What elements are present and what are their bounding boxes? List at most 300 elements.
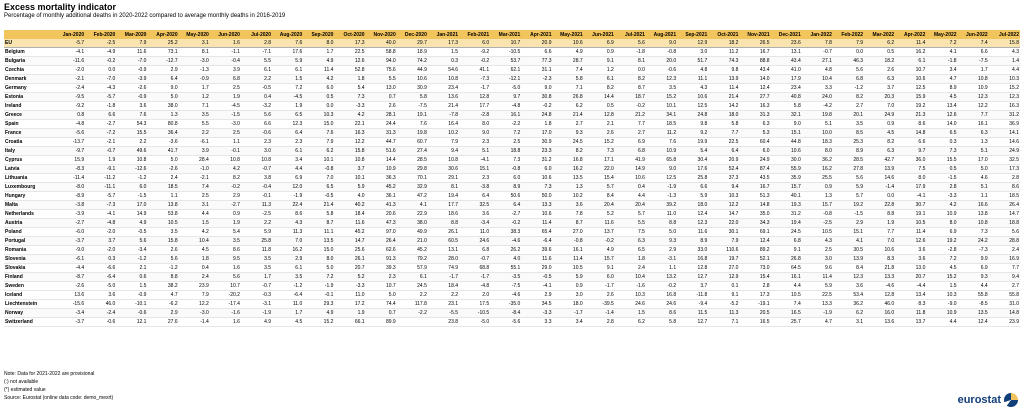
value-cell: 18.0 — [553, 300, 584, 309]
value-cell: 24.5 — [771, 228, 802, 237]
value-cell: 15.8 — [334, 147, 365, 156]
value-cell: 2.8 — [926, 183, 957, 192]
table-row — [4, 201, 1020, 210]
value-cell: 38.3 — [490, 228, 521, 237]
value-cell: 12.2 — [179, 300, 210, 309]
value-cell: -9.2 — [54, 102, 85, 111]
value-cell: 19.7 — [708, 255, 739, 264]
value-cell: 7.5 — [895, 165, 926, 174]
value-cell: -7.1 — [241, 48, 272, 57]
header-cell: Jan-2021 — [428, 30, 459, 39]
note-estimated: (*) estimated value — [4, 387, 46, 393]
value-cell: 9.0 — [147, 84, 178, 93]
value-cell: 3.6 — [116, 102, 147, 111]
header-cell-country — [4, 30, 54, 39]
value-cell: 12.3 — [677, 219, 708, 228]
value-cell: -2.4 — [54, 84, 85, 93]
value-cell: 7.2 — [272, 84, 303, 93]
value-cell: 5.3 — [739, 129, 770, 138]
country-cell: Estonia — [4, 93, 54, 102]
value-cell: 9.0 — [521, 84, 552, 93]
value-cell: 11.1 — [677, 75, 708, 84]
value-cell: 1.6 — [210, 39, 241, 48]
value-cell: 8.2 — [864, 138, 895, 147]
value-cell: 3.7 — [85, 237, 116, 246]
value-cell: 4.9 — [553, 48, 584, 57]
value-cell: -5.6 — [54, 129, 85, 138]
value-cell: -1.5 — [926, 174, 957, 183]
value-cell: 20.6 — [366, 210, 397, 219]
value-cell: 18.0 — [677, 201, 708, 210]
value-cell: 12.4 — [739, 237, 770, 246]
header-cell: Jul-2022 — [989, 30, 1020, 39]
value-cell: -12.7 — [147, 57, 178, 66]
value-cell: 9.7 — [490, 93, 521, 102]
value-cell: -9.4 — [677, 300, 708, 309]
value-cell: -1.4 — [179, 318, 210, 327]
value-cell: 18.6 — [428, 210, 459, 219]
value-cell: 6.8 — [833, 75, 864, 84]
value-cell: 13.9 — [864, 165, 895, 174]
value-cell: 8.6 — [210, 246, 241, 255]
value-cell: 2.9 — [147, 309, 178, 318]
value-cell: -3.3 — [334, 102, 365, 111]
value-cell: 6.9 — [584, 39, 615, 48]
value-cell: 16.4 — [428, 120, 459, 129]
value-cell: 2.2 — [241, 219, 272, 228]
table-row — [4, 219, 1020, 228]
value-cell: 13.6 — [54, 291, 85, 300]
value-cell: -0.6 — [646, 66, 677, 75]
value-cell: 10.4 — [615, 273, 646, 282]
value-cell: 19.4 — [428, 192, 459, 201]
value-cell: 5.5 — [241, 57, 272, 66]
value-cell: -1.5 — [210, 111, 241, 120]
value-cell: 4.0 — [334, 192, 365, 201]
value-cell: -4.4 — [895, 282, 926, 291]
value-cell: 5.8 — [708, 120, 739, 129]
value-cell: -0.7 — [241, 165, 272, 174]
country-cell: Romania — [4, 246, 54, 255]
note-source: Source: Eurostat (online data code: demo_mexrt) — [4, 395, 114, 401]
value-cell: 11.4 — [521, 219, 552, 228]
value-cell: -2.6 — [54, 282, 85, 291]
value-cell: 14.7 — [989, 210, 1020, 219]
value-cell: -10.5 — [459, 309, 490, 318]
value-cell: 8.5 — [833, 129, 864, 138]
value-cell: 1.5 — [272, 75, 303, 84]
value-cell: -7.8 — [428, 111, 459, 120]
value-cell: 58.8 — [366, 48, 397, 57]
value-cell: 21.4 — [708, 93, 739, 102]
value-cell: -5.7 — [85, 192, 116, 201]
value-cell: 1.3 — [147, 111, 178, 120]
value-cell: 2.2 — [179, 129, 210, 138]
value-cell: 7.8 — [802, 39, 833, 48]
value-cell: -6.2 — [147, 300, 178, 309]
value-cell: -7.5 — [397, 102, 428, 111]
value-cell: 12.5 — [646, 174, 677, 183]
value-cell: 2.8 — [989, 174, 1020, 183]
value-cell: 31.2 — [521, 156, 552, 165]
value-cell: -13.7 — [54, 138, 85, 147]
value-cell: 2.1 — [584, 120, 615, 129]
value-cell: -3.8 — [54, 201, 85, 210]
header-cell: Aug-2020 — [272, 30, 303, 39]
value-cell: 5.6 — [241, 111, 272, 120]
value-cell: 12.2 — [708, 201, 739, 210]
table-row — [4, 318, 1020, 327]
value-cell: 5.6 — [989, 228, 1020, 237]
value-cell: 15.8 — [989, 39, 1020, 48]
value-cell: 21.4 — [303, 201, 334, 210]
country-cell: Belgium — [4, 48, 54, 57]
value-cell: -0.2 — [490, 219, 521, 228]
value-cell: 5.1 — [958, 183, 989, 192]
value-cell: 7.7 — [615, 120, 646, 129]
value-cell: -2.7 — [490, 210, 521, 219]
value-cell: -12.6 — [116, 165, 147, 174]
value-cell: 20.3 — [864, 93, 895, 102]
value-cell: 3.6 — [833, 282, 864, 291]
value-cell: 26.2 — [490, 246, 521, 255]
value-cell: 15.5 — [926, 156, 957, 165]
value-cell: 40.0 — [366, 39, 397, 48]
value-cell: -0.6 — [85, 318, 116, 327]
value-cell: 7.4 — [179, 183, 210, 192]
value-cell: 91.3 — [366, 255, 397, 264]
value-cell: 68.8 — [459, 264, 490, 273]
value-cell: -3.4 — [116, 246, 147, 255]
value-cell: 19.2 — [895, 102, 926, 111]
value-cell: -1.2 — [116, 255, 147, 264]
value-cell: 12.8 — [864, 291, 895, 300]
value-cell: 4.4 — [958, 282, 989, 291]
table-row — [4, 282, 1020, 291]
value-cell: 1.8 — [521, 120, 552, 129]
value-cell: -3.8 — [459, 183, 490, 192]
value-cell: -2.0 — [54, 66, 85, 75]
value-cell: 14.0 — [926, 120, 957, 129]
value-cell: -1.2 — [833, 84, 864, 93]
value-cell: -2.0 — [85, 228, 116, 237]
value-cell: 19.8 — [397, 129, 428, 138]
header-cell: Sep-2021 — [677, 30, 708, 39]
value-cell: 62.6 — [366, 246, 397, 255]
value-cell: -8.3 — [54, 165, 85, 174]
value-cell: 3.1 — [179, 39, 210, 48]
value-cell: 22.0 — [584, 165, 615, 174]
value-cell: -0.8 — [646, 48, 677, 57]
value-cell: 13.8 — [147, 201, 178, 210]
value-cell: 31.2 — [989, 111, 1020, 120]
value-cell: 44.9 — [397, 66, 428, 75]
value-cell: 6.6 — [85, 111, 116, 120]
value-cell: 6.1 — [397, 273, 428, 282]
value-cell: 7.4 — [553, 66, 584, 75]
value-cell: 30.9 — [397, 84, 428, 93]
country-cell: Malta — [4, 201, 54, 210]
value-cell: 0.7 — [366, 309, 397, 318]
value-cell: 1.6 — [210, 264, 241, 273]
value-cell: 20.0 — [646, 57, 677, 66]
country-cell: Iceland — [4, 291, 54, 300]
value-cell: 8.1 — [179, 48, 210, 57]
table-row — [4, 228, 1020, 237]
value-cell: -19.1 — [739, 300, 770, 309]
value-cell: 0.7 — [366, 93, 397, 102]
value-cell: 7.2 — [303, 273, 334, 282]
value-cell: 1.9 — [85, 156, 116, 165]
value-cell: 10.8 — [241, 156, 272, 165]
value-cell: -35.0 — [490, 300, 521, 309]
value-cell: -1.5 — [116, 192, 147, 201]
value-cell: 8.2 — [615, 75, 646, 84]
value-cell: 7.9 — [708, 237, 739, 246]
value-cell: 13.8 — [958, 210, 989, 219]
value-cell: 3.5 — [147, 228, 178, 237]
value-cell: -1.2 — [272, 282, 303, 291]
header-cell: Jun-2020 — [210, 30, 241, 39]
value-cell: 45.2 — [397, 246, 428, 255]
value-cell: 2.3 — [241, 138, 272, 147]
country-cell: Cyprus — [4, 156, 54, 165]
value-cell: 13.3 — [802, 300, 833, 309]
value-cell: 8.4 — [833, 264, 864, 273]
value-cell: 14.9 — [615, 165, 646, 174]
header-cell: Jun-2022 — [958, 30, 989, 39]
value-cell: 12.8 — [459, 93, 490, 102]
table-row — [4, 120, 1020, 129]
value-cell: 43.4 — [739, 66, 770, 75]
value-cell: -4.1 — [459, 156, 490, 165]
value-cell: 14.1 — [989, 129, 1020, 138]
value-cell: 50.0 — [521, 192, 552, 201]
value-cell: 5.7 — [615, 210, 646, 219]
value-cell: 8.6 — [989, 183, 1020, 192]
value-cell: -1.1 — [210, 48, 241, 57]
value-cell: 7.2 — [490, 129, 521, 138]
value-cell: -1.5 — [833, 210, 864, 219]
value-cell: 7.3 — [584, 147, 615, 156]
value-cell: -0.8 — [490, 165, 521, 174]
value-cell: -4.8 — [459, 282, 490, 291]
value-cell: 4.9 — [584, 246, 615, 255]
value-cell: 6.4 — [459, 192, 490, 201]
value-cell: 12.2 — [334, 138, 365, 147]
value-cell: 12.1 — [116, 318, 147, 327]
table-row — [4, 57, 1020, 66]
value-cell: 42.7 — [864, 156, 895, 165]
value-cell: 6.5 — [926, 129, 957, 138]
value-cell: 6.3 — [958, 129, 989, 138]
value-cell: 0.9 — [864, 120, 895, 129]
value-cell: 62.1 — [490, 66, 521, 75]
value-cell: 2.0 — [459, 291, 490, 300]
value-cell: 15.1 — [833, 228, 864, 237]
value-cell: 3.8 — [241, 174, 272, 183]
value-cell: 3.6 — [459, 210, 490, 219]
value-cell: 4.6 — [958, 174, 989, 183]
value-cell: 80.8 — [147, 120, 178, 129]
value-cell: 21.4 — [428, 102, 459, 111]
value-cell: 11.6 — [116, 48, 147, 57]
value-cell: 11.1 — [303, 228, 334, 237]
value-cell: 1.7 — [303, 48, 334, 57]
value-cell: 55.8 — [989, 291, 1020, 300]
value-cell: 77.3 — [521, 57, 552, 66]
value-cell: 27.0 — [553, 228, 584, 237]
value-cell: 1.1 — [147, 192, 178, 201]
value-cell: 4.4 — [771, 282, 802, 291]
value-cell: 25.8 — [241, 237, 272, 246]
header-cell: Apr-2022 — [895, 30, 926, 39]
value-cell: 19.3 — [771, 201, 802, 210]
value-cell: 28.5 — [833, 156, 864, 165]
value-cell: 9.1 — [584, 57, 615, 66]
value-cell: -4.4 — [54, 264, 85, 273]
value-cell: -5.6 — [490, 318, 521, 327]
value-cell: 1.1 — [210, 138, 241, 147]
value-cell: 14.7 — [708, 210, 739, 219]
value-cell: 1.3 — [802, 192, 833, 201]
value-cell: 22.5 — [334, 48, 365, 57]
value-cell: 7.3 — [926, 147, 957, 156]
value-cell: 13.6 — [864, 318, 895, 327]
value-cell: -2.8 — [459, 111, 490, 120]
value-cell: 15.4 — [739, 273, 770, 282]
value-cell: 53.4 — [833, 291, 864, 300]
country-cell: Ireland — [4, 102, 54, 111]
value-cell: 15.2 — [646, 93, 677, 102]
value-cell: -8.7 — [54, 273, 85, 282]
value-cell: 1.2 — [179, 93, 210, 102]
value-cell: 3.9 — [210, 66, 241, 75]
value-cell: -0.3 — [241, 291, 272, 300]
value-cell: 10.8 — [958, 75, 989, 84]
value-cell: 4.8 — [802, 66, 833, 75]
value-cell: 11.0 — [272, 300, 303, 309]
value-cell: 6.3 — [864, 147, 895, 156]
value-cell: -2.1 — [54, 75, 85, 84]
value-cell: -39.5 — [584, 300, 615, 309]
country-cell: Liechtenstein — [4, 300, 54, 309]
value-cell: 23.1 — [428, 300, 459, 309]
value-cell: 10.8 — [958, 219, 989, 228]
value-cell: 11.4 — [802, 273, 833, 282]
table-row — [4, 246, 1020, 255]
value-cell: 3.4 — [553, 318, 584, 327]
value-cell: 4.0 — [490, 255, 521, 264]
value-cell: 22.5 — [708, 138, 739, 147]
value-cell: 23.4 — [771, 84, 802, 93]
value-cell: 3.3 — [521, 318, 552, 327]
value-cell: -1.7 — [553, 309, 584, 318]
value-cell: 10.7 — [895, 66, 926, 75]
value-cell: -1.9 — [646, 183, 677, 192]
value-cell: 28.5 — [397, 156, 428, 165]
value-cell: -4.5 — [210, 102, 241, 111]
value-cell: 8.1 — [615, 57, 646, 66]
table-row — [4, 66, 1020, 75]
value-cell: 7.3 — [334, 93, 365, 102]
value-cell: 23.3 — [521, 147, 552, 156]
value-cell: 1.7 — [241, 273, 272, 282]
value-cell: 9.0 — [646, 39, 677, 48]
value-cell: 6.9 — [926, 228, 957, 237]
value-cell: -8.9 — [54, 192, 85, 201]
value-cell: 7.9 — [179, 291, 210, 300]
value-cell: 2.9 — [272, 255, 303, 264]
table-row — [4, 300, 1020, 309]
value-cell: 14.4 — [366, 156, 397, 165]
value-cell: 7.7 — [958, 111, 989, 120]
value-cell: 17.0 — [958, 156, 989, 165]
value-cell: 0.0 — [615, 66, 646, 75]
note-not-available: (:) not available — [4, 379, 39, 385]
value-cell: 2.7 — [833, 102, 864, 111]
value-cell: 38.2 — [147, 282, 178, 291]
value-cell: -11.8 — [677, 291, 708, 300]
value-cell: 24.6 — [646, 300, 677, 309]
value-cell: 41.3 — [366, 201, 397, 210]
value-cell: 15.2 — [926, 273, 957, 282]
table-row — [4, 210, 1020, 219]
value-cell: -2.1 — [85, 138, 116, 147]
value-cell: 7.9 — [303, 138, 334, 147]
header-cell: Oct-2020 — [334, 30, 365, 39]
value-cell: 32.9 — [397, 183, 428, 192]
value-cell: 28.8 — [989, 237, 1020, 246]
value-cell: 65.8 — [646, 156, 677, 165]
value-cell: 4.9 — [116, 219, 147, 228]
value-cell: 3.1 — [179, 201, 210, 210]
value-cell: 6.2 — [303, 147, 334, 156]
value-cell: -1.9 — [303, 282, 334, 291]
value-cell: -0.4 — [210, 57, 241, 66]
value-cell: 10.5 — [553, 264, 584, 273]
value-cell: 17.3 — [739, 291, 770, 300]
value-cell: -0.8 — [802, 210, 833, 219]
value-cell: 17.9 — [771, 75, 802, 84]
header-cell: Feb-2022 — [833, 30, 864, 39]
value-cell: 0.3 — [926, 138, 957, 147]
value-cell: 74.4 — [366, 300, 397, 309]
header-cell: Aug-2021 — [646, 30, 677, 39]
value-cell: 57.9 — [397, 264, 428, 273]
value-cell: -0.2 — [210, 183, 241, 192]
value-cell: -1.4 — [864, 183, 895, 192]
value-cell: 5.9 — [833, 183, 864, 192]
value-cell: 24.4 — [366, 120, 397, 129]
value-cell: 30.7 — [895, 201, 926, 210]
value-cell: 9.3 — [646, 237, 677, 246]
value-cell: 25.3 — [833, 138, 864, 147]
value-cell: 22.1 — [334, 120, 365, 129]
value-cell: 10.8 — [428, 156, 459, 165]
value-cell: 49.6 — [116, 147, 147, 156]
value-cell: 5.8 — [646, 318, 677, 327]
value-cell: -2.3 — [521, 75, 552, 84]
value-cell: 16.1 — [958, 120, 989, 129]
value-cell: 3.3 — [802, 84, 833, 93]
value-cell: 89.9 — [366, 318, 397, 327]
value-cell: 5.5 — [179, 120, 210, 129]
country-cell: Greece — [4, 111, 54, 120]
value-cell: 14.0 — [739, 75, 770, 84]
country-cell: Slovakia — [4, 264, 54, 273]
header-cell: Jan-2020 — [54, 30, 85, 39]
